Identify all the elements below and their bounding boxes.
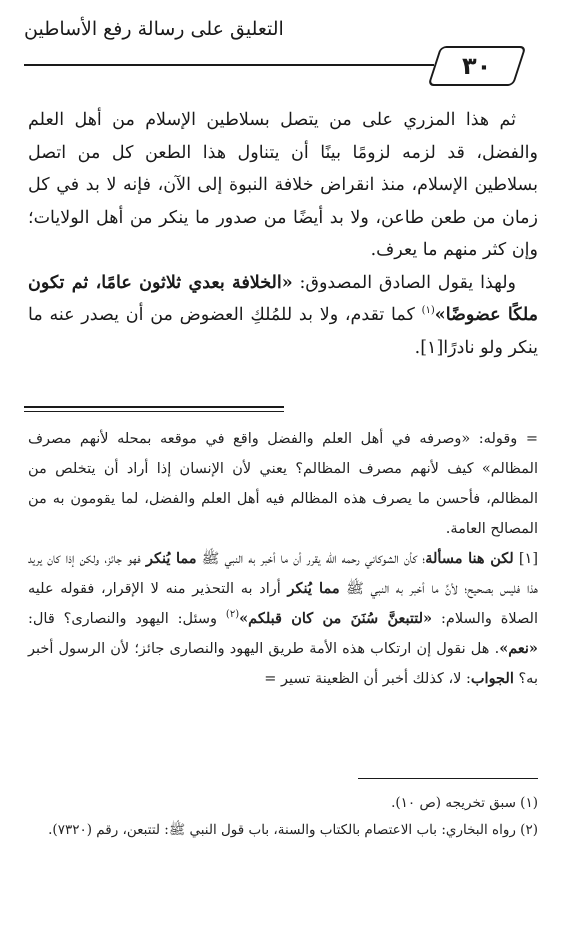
note-bold-1: لكن هنا مسألة (425, 550, 514, 567)
note-bold-4: «لتتبعنَّ سُنَنَ من كان قبلكم» (239, 610, 433, 627)
commentary-paragraph-2 (28, 544, 538, 694)
footnotes (28, 790, 538, 844)
footnote-ref-1: (١) (421, 305, 435, 317)
note-number: [١] (513, 551, 538, 567)
note-text-f: : لا، كذلك أخبر أن الظعينة تسير = (264, 671, 471, 687)
main-paragraph-2 (28, 267, 538, 365)
main-text (28, 104, 538, 364)
running-header-title: التعليق على رسالة رفع الأساطين (24, 18, 284, 40)
p2-lead: ولهذا يقول الصادق المصدوق: (292, 272, 516, 293)
commentary-paragraph-1: = وقوله: «وصرفه في أهل العلم والفضل واقع في موقعه بمحله لأنهم مصرف المظالم» كيف لأنهم مصرف المظالم؟ يعني لأن الإنسان إذا أراد أن يتخلص من المظالم، فأحسن ما يصرف هذه المظالم فيه أهل العلم والفضل، لما يقومون به من المصالح العامة. (28, 431, 538, 537)
note-bold-6: الجواب (470, 670, 514, 687)
footnote-ref-2: (٢) (225, 609, 240, 621)
text-separator-rule (24, 406, 284, 412)
p2-tail: كما تقدم، ولا بد للمُلكِ العضوض من أن يصدر عنه ما ينكر ولو نادرًا[١]. (28, 305, 538, 358)
hadith-quote: «الخلافة بعدي ثلاثون عامًا، ثم تكون ملكًا عضوضًا» (28, 272, 538, 325)
note-text-d: وسئل: اليهود والنصارى؟ قال: (28, 611, 226, 627)
note-bold-3: مما يُنكر (287, 580, 340, 597)
page-number: ٣٠ (462, 52, 492, 80)
note-text-e: . هل نقول إن ارتكاب هذه الأمة طريق اليهود والنصارى جائز؛ لأن الرسول أخبر به؟ (28, 641, 538, 687)
note-text-a: ؛ كأن الشوكاني رحمه الله يقرر أن ما أخبر به النبي ﷺ (196, 551, 426, 567)
footnote-rule (358, 778, 538, 779)
commentary (28, 424, 538, 694)
main-paragraph-1: ثم هذا المزري على من يتصل بسلاطين الإسلام من أهل العلم والفضل، قد لزمه لزومًا بينًا أن يتناول هذا الطعن كل من اتصل بسلاطين الإسلام، منذ انقراض خلافة النبوة إلى الآن، فإنه لا بد في كل زمان من طعن طاعن، ولا بد أيضًا من صدور ما ينكر من أهل الولايات؛ وإن كثر منهم ما يعرف. (28, 110, 538, 260)
note-bold-2: مما يُنكر (145, 550, 197, 567)
note-text-c: أراد به التحذير منه لا الإقرار، فقوله عليه الصلاة والسلام: (28, 581, 538, 627)
note-bold-5: «نعم» (499, 640, 538, 657)
note-text-b: فهو جائز، ولكن إذا كان يريد هذا فليس بصحيح؛ لأنَّ ما أخبر به النبي ﷺ (28, 551, 538, 597)
footnote-2: (٢) رواه البخاري: باب الاعتصام بالكتاب والسنة، باب قول النبي ﷺ: لتتبعن، رقم (٧٣٢٠). (48, 822, 538, 838)
footnote-1: (١) سبق تخريجه (ص ١٠). (391, 795, 538, 811)
page-number-badge (428, 46, 527, 86)
header-rule (24, 64, 434, 66)
